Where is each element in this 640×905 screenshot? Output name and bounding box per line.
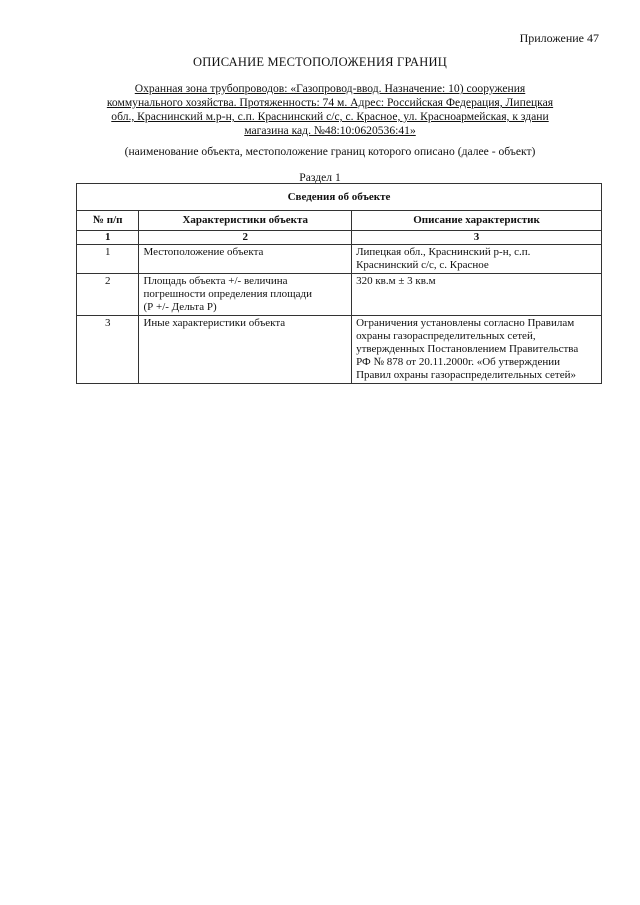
column-number: 3: [352, 231, 602, 245]
row-number: 3: [77, 316, 139, 384]
appendix-label: Приложение 47: [519, 31, 599, 45]
row-number: 2: [77, 274, 139, 316]
cell-line: Площадь объекта +/- величина: [143, 275, 288, 287]
row-description: [352, 274, 602, 316]
cell-line: утвержденных Постановлением Правительства: [356, 343, 579, 355]
row-description: [352, 245, 602, 274]
object-description-line: Охранная зона трубопроводов: «Газопровод-ввод. Назначение: 10) сооружения: [134, 82, 526, 95]
document-title: ОПИСАНИЕ МЕСТОПОЛОЖЕНИЯ ГРАНИЦ: [193, 55, 447, 69]
cell-line: РФ № 878 от 20.11.2000г. «Об утверждении: [356, 356, 561, 368]
column-header-characteristic: Характеристики объекта: [139, 211, 352, 231]
object-description: [80, 82, 580, 138]
cell-line: 320 кв.м ± 3 кв.м: [356, 275, 436, 287]
table-row: [77, 316, 602, 384]
table-row: [77, 274, 602, 316]
object-description-line: обл., Краснинский м.р-н, с.п. Краснинский с/с, с. Красное, ул. Красноармейская, к здани: [111, 110, 549, 123]
column-number: 1: [77, 231, 139, 245]
row-characteristic: [139, 274, 352, 316]
table-header-row: [77, 211, 602, 231]
column-header-number: № п/п: [77, 211, 139, 231]
cell-line: Липецкая обл., Краснинский р-н, с.п.: [356, 246, 531, 258]
cell-line: Местоположение объекта: [143, 246, 264, 258]
row-characteristic: [139, 245, 352, 274]
column-header-description: Описание характеристик: [352, 211, 602, 231]
row-description: [352, 316, 602, 384]
object-info-table: [76, 183, 602, 384]
table-row: [77, 245, 602, 274]
cell-line: охраны газораспределительных сетей,: [356, 330, 536, 342]
object-description-line: магазина кад. №48:10:0620536:41»: [244, 124, 416, 137]
cell-line: Иные характеристики объекта: [143, 317, 286, 329]
column-number: 2: [139, 231, 352, 245]
cell-line: Ограничения установлены согласно Правилам: [356, 317, 575, 329]
table-title: Сведения об объекте: [77, 184, 602, 211]
cell-line: погрешности определения площади: [143, 288, 312, 300]
row-characteristic: [139, 316, 352, 384]
cell-line: (Р +/- Дельта Р): [143, 301, 217, 313]
object-description-line: коммунального хозяйства. Протяженность: 74 м. Адрес: Российская Федерация, Липецкая: [106, 96, 554, 109]
object-caption: (наименование объекта, местоположение границ которого описано (далее - объект): [124, 145, 536, 158]
section-label: Раздел 1: [299, 171, 341, 184]
row-number: 1: [77, 245, 139, 274]
cell-line: Правил охраны газораспределительных сетей»: [356, 369, 576, 381]
column-numbers-row: [77, 231, 602, 245]
cell-line: Краснинский с/с, с. Красное: [356, 259, 489, 271]
